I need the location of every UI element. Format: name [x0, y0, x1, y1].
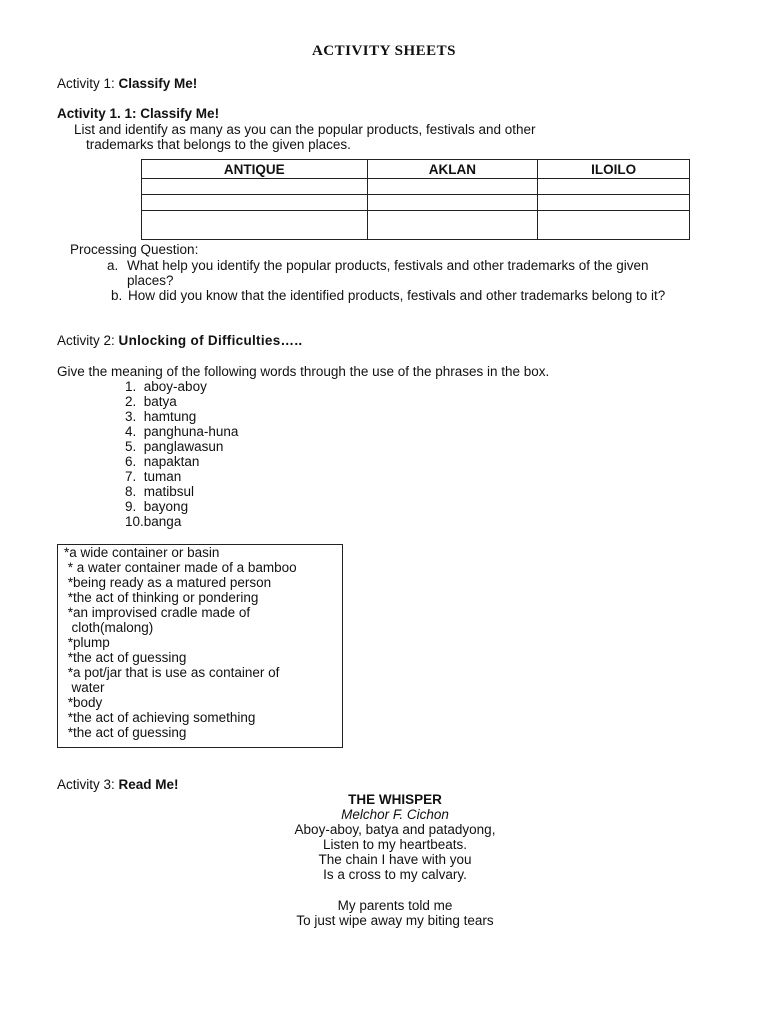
processing-question-label: Processing Question:: [70, 242, 199, 257]
table-row: [142, 195, 690, 211]
table-header-iloilo: ILOILO: [538, 160, 690, 179]
phrase-item: cloth(malong): [64, 620, 154, 635]
places-table: [141, 159, 690, 240]
poem-line: The chain I have with you: [318, 852, 472, 867]
question-b-marker: b.: [111, 288, 123, 303]
activity3-name: Read Me!: [118, 777, 179, 792]
table-cell[interactable]: [367, 211, 538, 240]
activity1-label: Activity 1:: [57, 76, 119, 91]
phrase-item: *a wide container or basin: [64, 545, 220, 560]
poem-title: THE WHISPER: [348, 792, 442, 807]
table-header-row: [142, 160, 690, 179]
poem-line: Listen to my heartbeats.: [322, 837, 468, 852]
table-cell[interactable]: [538, 195, 690, 211]
table-cell[interactable]: [142, 179, 368, 195]
table-cell[interactable]: [367, 179, 538, 195]
activity2-label: Activity 2:: [57, 333, 119, 348]
question-b-line1: How did you know that the identified products, festivals and other trademarks belong to it?: [128, 288, 666, 303]
poem-line: Is a cross to my calvary.: [323, 867, 467, 882]
phrase-item: *an improvised cradle made of: [64, 605, 251, 620]
activity1-instruction-line1: List and identify as many as you can the popular products, festivals and other: [74, 122, 536, 137]
question-a-marker: a.: [107, 258, 119, 273]
list-item: 7. tuman: [125, 469, 182, 484]
phrase-item: *the act of guessing: [64, 725, 187, 740]
list-item: 4. panghuna-huna: [125, 424, 239, 439]
list-item: 2. batya: [125, 394, 177, 409]
activity1-name: Classify Me!: [118, 76, 198, 91]
activity2-name: Unlocking of Difficulties…..: [118, 333, 303, 348]
activity2-instruction: Give the meaning of the following words through the use of the phrases in the box.: [57, 364, 550, 379]
phrase-item: water: [64, 680, 105, 695]
phrase-item: *the act of thinking or pondering: [64, 590, 259, 605]
table-cell[interactable]: [142, 195, 368, 211]
phrase-item: *a pot/jar that is use as container of: [64, 665, 280, 680]
list-item: 5. panglawasun: [125, 439, 224, 454]
poem-author: Melchor F. Cichon: [341, 807, 449, 822]
phrase-item: *the act of achieving something: [64, 710, 256, 725]
table-row: [142, 179, 690, 195]
poem-line: To just wipe away my biting tears: [296, 913, 494, 928]
activity1-heading: [57, 76, 197, 91]
activity3-heading: [57, 777, 179, 792]
phrase-box: [57, 544, 343, 748]
list-item: 1. aboy-aboy: [125, 379, 207, 394]
activity3-label: Activity 3:: [57, 777, 119, 792]
phrase-item: *the act of guessing: [64, 650, 187, 665]
table-cell[interactable]: [538, 211, 690, 240]
poem-line: Aboy-aboy, batya and patadyong,: [294, 822, 496, 837]
phrase-item: *being ready as a matured person: [64, 575, 272, 590]
table-cell[interactable]: [367, 195, 538, 211]
activity2-heading: [57, 333, 302, 348]
phrase-item: *plump: [64, 635, 110, 650]
list-item: 9. bayong: [125, 499, 189, 514]
phrase-item: *body: [64, 695, 103, 710]
question-a-line2: places?: [127, 273, 174, 288]
activity1-subheading: Activity 1. 1: Classify Me!: [57, 106, 220, 121]
list-item: 10.banga: [125, 514, 182, 529]
table-row: [142, 211, 690, 240]
table-header-antique: ANTIQUE: [142, 160, 368, 179]
table-header-aklan: AKLAN: [367, 160, 538, 179]
poem-line: My parents told me: [337, 898, 453, 913]
list-item: 8. matibsul: [125, 484, 195, 499]
list-item: 6. napaktan: [125, 454, 200, 469]
table-cell[interactable]: [142, 211, 368, 240]
phrase-item: * a water container made of a bamboo: [64, 560, 297, 575]
page-title: ACTIVITY SHEETS: [311, 43, 457, 59]
question-a-line1: What help you identify the popular products, festivals and other trademarks of the given: [127, 258, 649, 273]
activity1-instruction-line2: trademarks that belongs to the given places.: [86, 137, 351, 152]
table-cell[interactable]: [538, 179, 690, 195]
list-item: 3. hamtung: [125, 409, 197, 424]
